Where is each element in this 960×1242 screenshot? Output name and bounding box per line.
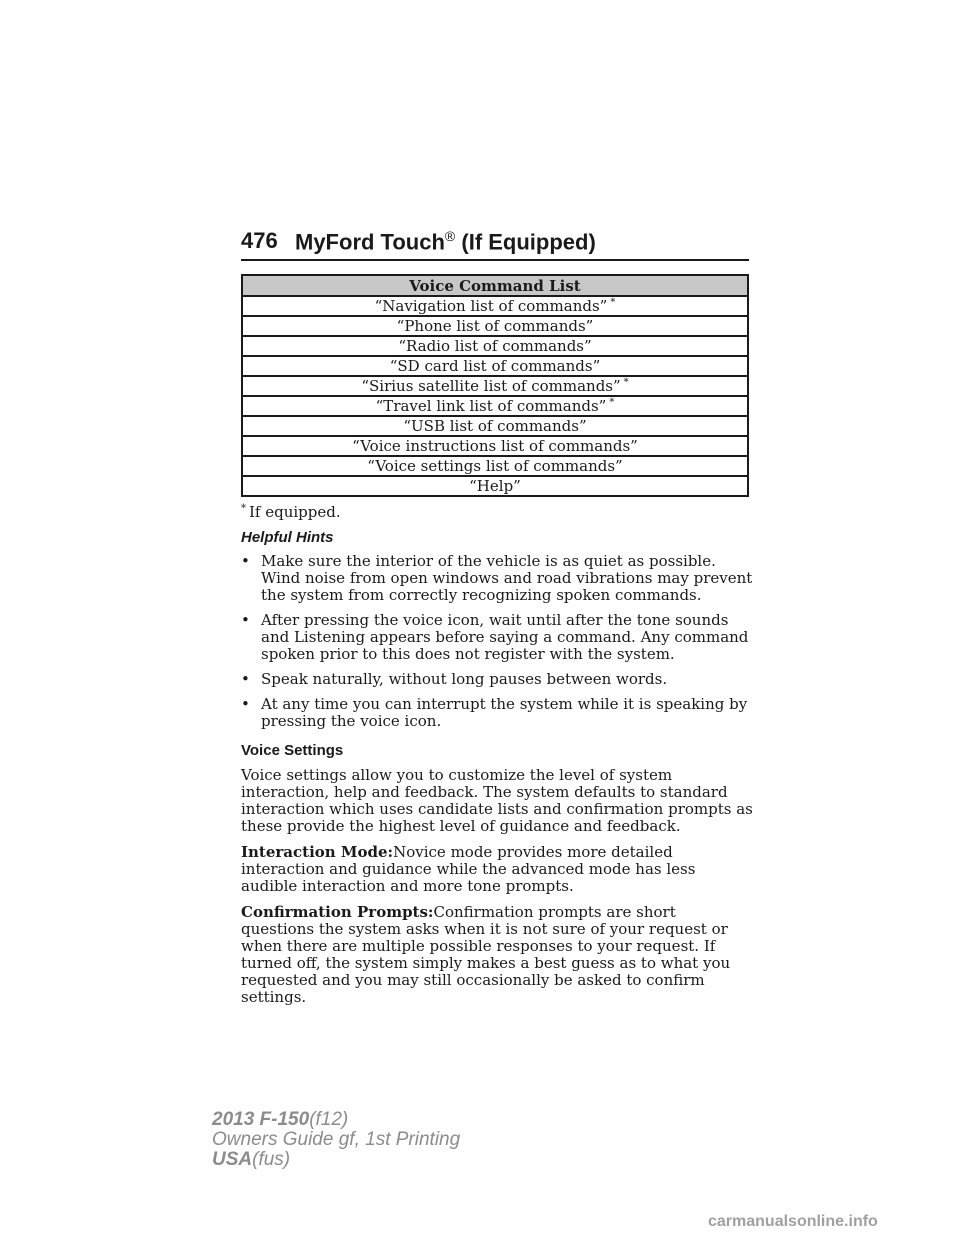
footer-model-code: (f12)	[309, 1109, 349, 1130]
helpful-hints-heading: Helpful Hints	[241, 529, 334, 546]
hint-text: After pressing the voice icon, wait until after the tone sounds and Listening appears before saying a command. Any command spoken prior to this does not register with the system.	[261, 611, 749, 663]
table-row	[242, 356, 748, 376]
interaction-mode-text: Novice mode provides more detailed interaction and guidance while the advanced mode has less audible interaction and more tone prompts.	[241, 843, 696, 895]
footer-market: USA	[212, 1149, 253, 1170]
voice-settings-heading: Voice Settings	[241, 742, 344, 759]
voice-command-table	[241, 274, 749, 497]
table-row	[242, 296, 748, 316]
hint-text: At any time you can interrupt the system while it is speaking by pressing the voice icon.	[261, 695, 748, 730]
command-cell	[242, 416, 748, 436]
confirmation-prompts-text: Confirmation prompts are short questions the system asks when it is not sure of your request or when there are multiple possible responses to your request. If turned off, the system simply makes a best guess as to what you requested and you may still occasionally be asked to confirm settings.	[241, 903, 731, 1006]
command-cell	[242, 376, 748, 396]
footnote-mark: *	[241, 503, 246, 514]
command-cell	[242, 476, 748, 496]
command-cell	[242, 316, 748, 336]
confirmation-prompts-paragraph	[241, 904, 753, 1006]
command-text: “SD card list of commands”	[389, 357, 601, 375]
table-row	[242, 376, 748, 396]
bullet-icon: •	[241, 670, 250, 688]
list-item	[241, 612, 753, 663]
command-cell	[242, 436, 748, 456]
voice-settings-intro: Voice settings allow you to customize the level of system interaction, help and feedback. The system defaults to standard interaction which uses candidate lists and confirmation prompts as these provide the highest level of guidance and feedback.	[241, 766, 753, 835]
table-row	[242, 436, 748, 456]
page-content	[241, 500, 753, 1015]
command-text: “Sirius satellite list of commands”	[361, 377, 621, 395]
bullet-icon: •	[241, 552, 250, 570]
bullet-icon: •	[241, 611, 250, 629]
footnote-reference: *	[610, 297, 616, 308]
registered-mark: ®	[444, 228, 456, 244]
interaction-mode-label: Interaction Mode:	[241, 843, 394, 861]
command-text: “Navigation list of commands”	[374, 297, 608, 315]
footer-market-code: (fus)	[252, 1149, 291, 1170]
list-item	[241, 553, 753, 604]
table-row	[242, 336, 748, 356]
footer-line-2: Owners Guide gf, 1st Printing	[212, 1129, 461, 1150]
command-cell	[242, 356, 748, 376]
command-text: “Radio list of commands”	[398, 337, 592, 355]
list-item	[241, 696, 753, 730]
table-header-row	[242, 275, 748, 296]
section-title	[295, 228, 596, 255]
command-cell	[242, 336, 748, 356]
footnote	[241, 500, 753, 521]
interaction-mode-paragraph	[241, 844, 753, 895]
footnote-reference: *	[609, 397, 615, 408]
table-row	[242, 416, 748, 436]
command-cell	[242, 296, 748, 316]
helpful-hints-list	[241, 553, 753, 730]
confirmation-prompts-label: Confirmation Prompts:	[241, 903, 434, 921]
table-row	[242, 456, 748, 476]
header-rule	[241, 259, 749, 261]
table-title: Voice Command List	[242, 275, 748, 296]
footer-line-3	[212, 1150, 460, 1170]
command-text: “Help”	[469, 477, 521, 495]
command-text: “Travel link list of commands”	[375, 397, 607, 415]
table-row	[242, 396, 748, 416]
section-title-suffix: (If Equipped)	[461, 229, 596, 255]
table-body	[242, 296, 748, 496]
list-item	[241, 671, 753, 688]
hint-text: Make sure the interior of the vehicle is as quiet as possible. Wind noise from open windows and road vibrations may prevent the system from correctly recognizing spoken commands.	[261, 552, 753, 604]
table-row	[242, 316, 748, 336]
footer-line-1	[212, 1110, 460, 1130]
section-title-text: MyFord Touch	[295, 229, 445, 255]
command-cell	[242, 396, 748, 416]
command-cell	[242, 456, 748, 476]
command-text: “Voice instructions list of commands”	[352, 437, 638, 455]
command-text: “Phone list of commands”	[396, 317, 594, 335]
command-text: “Voice settings list of commands”	[367, 457, 623, 475]
watermark: carmanualsonline.info	[708, 1213, 878, 1230]
footnote-reference: *	[623, 377, 629, 388]
bullet-icon: •	[241, 695, 250, 713]
footer-model: 2013 F-150	[212, 1109, 310, 1130]
page-header	[241, 228, 749, 260]
command-text: “USB list of commands”	[403, 417, 587, 435]
footnote-text: If equipped.	[249, 503, 341, 521]
hint-text: Speak naturally, without long pauses between words.	[261, 670, 668, 688]
page-number: 476	[241, 228, 278, 253]
print-footer	[212, 1110, 460, 1170]
table-row	[242, 476, 748, 496]
